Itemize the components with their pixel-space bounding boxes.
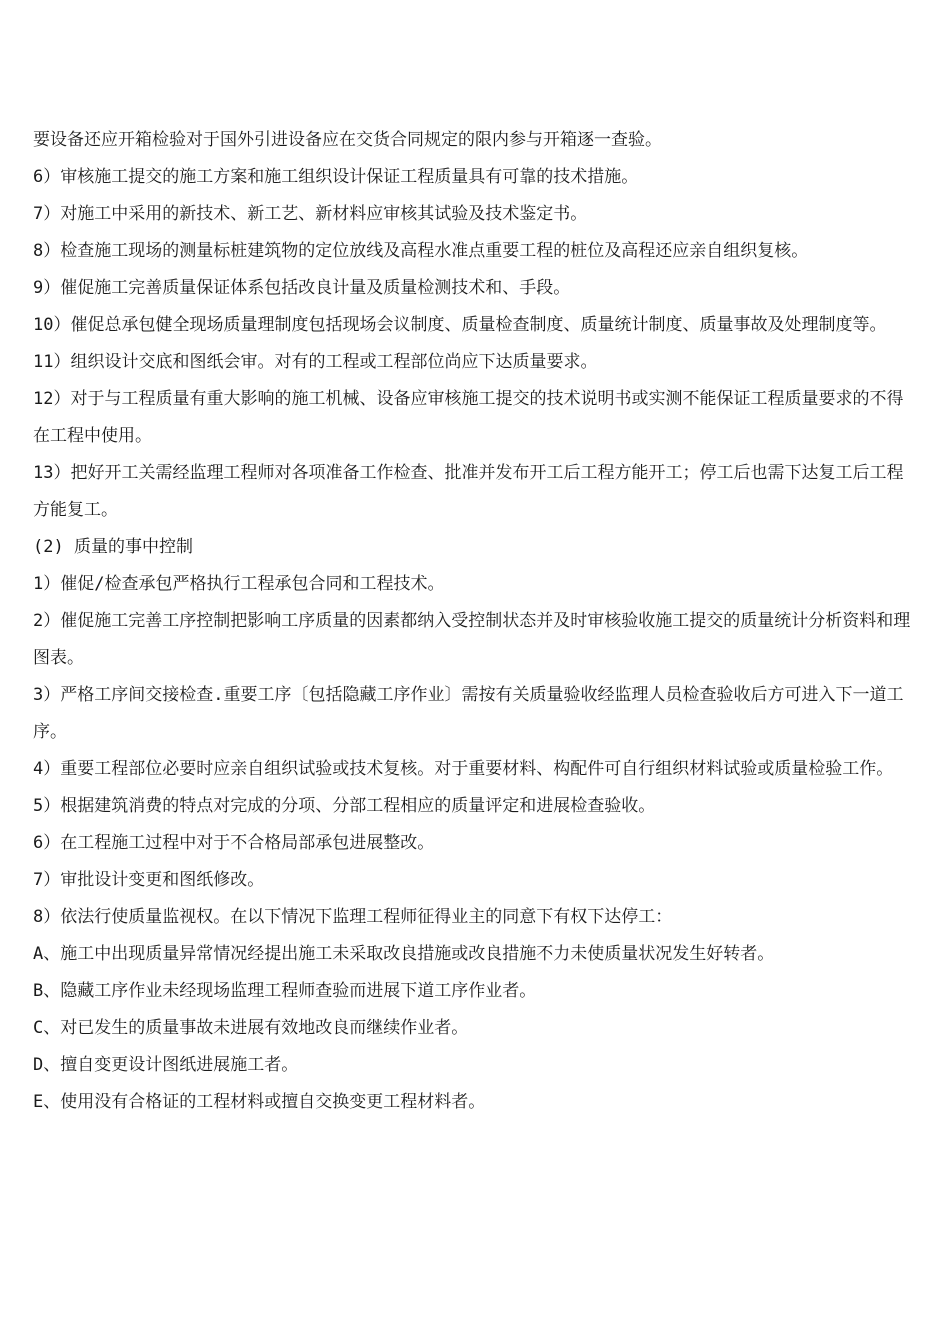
list-item: E、使用没有合格证的工程材料或擅自交换变更工程材料者。 — [33, 1092, 486, 1112]
list-item: C、对已发生的质量事故未进展有效地改良而继续作业者。 — [33, 1018, 469, 1038]
document-body — [33, 122, 917, 1121]
paragraph: 4）重要工程部位必要时应亲自组织试验或技术复核。对于重要材料、构配件可自行组织材料试验或质量检验工作。 — [33, 759, 894, 779]
paragraph: 6）在工程施工过程中对于不合格局部承包进展整改。 — [33, 833, 435, 853]
paragraph: 11）组织设计交底和图纸会审。对有的工程或工程部位尚应下达质量要求。 — [33, 352, 598, 372]
paragraph: 13）把好开工关需经监理工程师对各项准备工作检查、批准并发布开工后工程方能开工；停工后也需下达复工后工程方能复工。 — [33, 463, 904, 520]
paragraph: 2）催促施工完善工序控制把影响工序质量的因素都纳入受控制状态并及时审核验收施工提交的质量统计分析资料和理图表。 — [33, 611, 911, 668]
paragraph: 要设备还应开箱检验对于国外引进设备应在交货合同规定的限内参与开箱逐一查验。 — [33, 130, 662, 150]
list-item: D、擅自变更设计图纸进展施工者。 — [33, 1055, 299, 1075]
list-item: B、隐藏工序作业未经现场监理工程师查验而进展下道工序作业者。 — [33, 981, 537, 1001]
list-item: A、施工中出现质量异常情况经提出施工未采取改良措施或改良措施不力未使质量状况发生好转者。 — [33, 944, 775, 964]
paragraph: 1）催促/检查承包严格执行工程承包合同和工程技术。 — [33, 574, 445, 594]
paragraph: 5）根据建筑消费的特点对完成的分项、分部工程相应的质量评定和进展检查验收。 — [33, 796, 656, 816]
paragraph: 3）严格工序间交接检查.重要工序〔包括隐藏工序作业〕需按有关质量验收经监理人员检查验收后方可进入下一道工序。 — [33, 685, 904, 742]
paragraph: 7）对施工中采用的新技术、新工艺、新材料应审核其试验及技术鉴定书。 — [33, 204, 588, 224]
section-heading: (2) 质量的事中控制 — [33, 537, 193, 557]
paragraph: 8）检查施工现场的测量标桩建筑物的定位放线及高程水准点重要工程的桩位及高程还应亲自组织复核。 — [33, 241, 809, 261]
paragraph: 8）依法行使质量监视权。在以下情况下监理工程师征得业主的同意下有权下达停工： — [33, 907, 673, 927]
paragraph: 6）审核施工提交的施工方案和施工组织设计保证工程质量具有可靠的技术措施。 — [33, 167, 639, 187]
paragraph: 7）审批设计变更和图纸修改。 — [33, 870, 265, 890]
paragraph: 9）催促施工完善质量保证体系包括改良计量及质量检测技术和、手段。 — [33, 278, 571, 298]
paragraph: 10）催促总承包健全现场质量理制度包括现场会议制度、质量检查制度、质量统计制度、质量事故及处理制度等。 — [33, 315, 887, 335]
paragraph: 12）对于与工程质量有重大影响的施工机械、设备应审核施工提交的技术说明书或实测不能保证工程质量要求的不得在工程中使用。 — [33, 389, 904, 446]
